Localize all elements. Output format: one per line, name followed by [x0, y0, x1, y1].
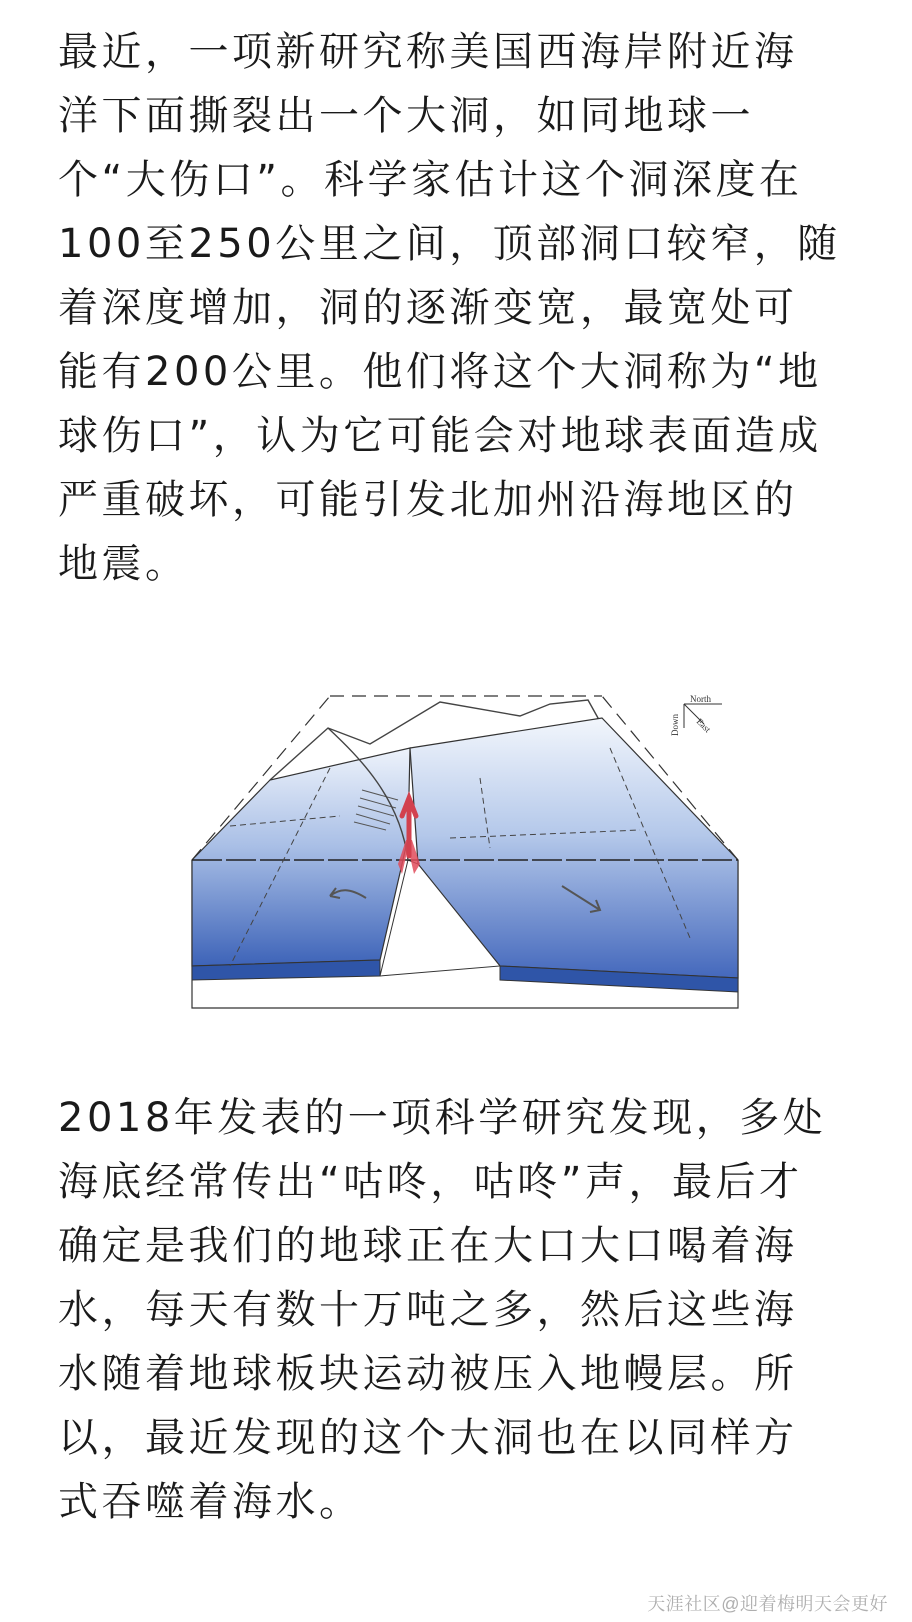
compass-north-label: North	[690, 694, 711, 704]
watermark: 天涯社区@迎着梅明天会更好	[647, 1594, 888, 1614]
left-plate	[192, 748, 410, 966]
compass-east-label: East	[694, 716, 713, 735]
article-paragraph-1: 最近，一项新研究称美国西海岸附近海 洋下面撕裂出一个大洞，如同地球一 个“大伤口”。科学家估计这个洞深度在 100至250公里之间，顶部洞口较窄，随 着深度增加，洞的逐渐变宽，最宽处可 能有200公里。他们将这个大洞称为“地 球伤口”，认为它可能会对地球表面造成 严重破坏，可能引发北加州沿海地区的 地震。	[58, 29, 841, 587]
tectonic-slab-diagram	[190, 688, 742, 1018]
compass-down-label: Down	[670, 714, 680, 736]
article-paragraph-2: 2018年发表的一项科学研究发现，多处 海底经常传出“咕咚，咕咚”声，最后才 确定是我们的地球正在大口大口喝着海 水，每天有数十万吨之多，然后这些海 水随着地球板块运动被压入地幔层。所 以，最近发现的这个大洞也在以同样方 式吞噬着海水。	[58, 1095, 827, 1525]
